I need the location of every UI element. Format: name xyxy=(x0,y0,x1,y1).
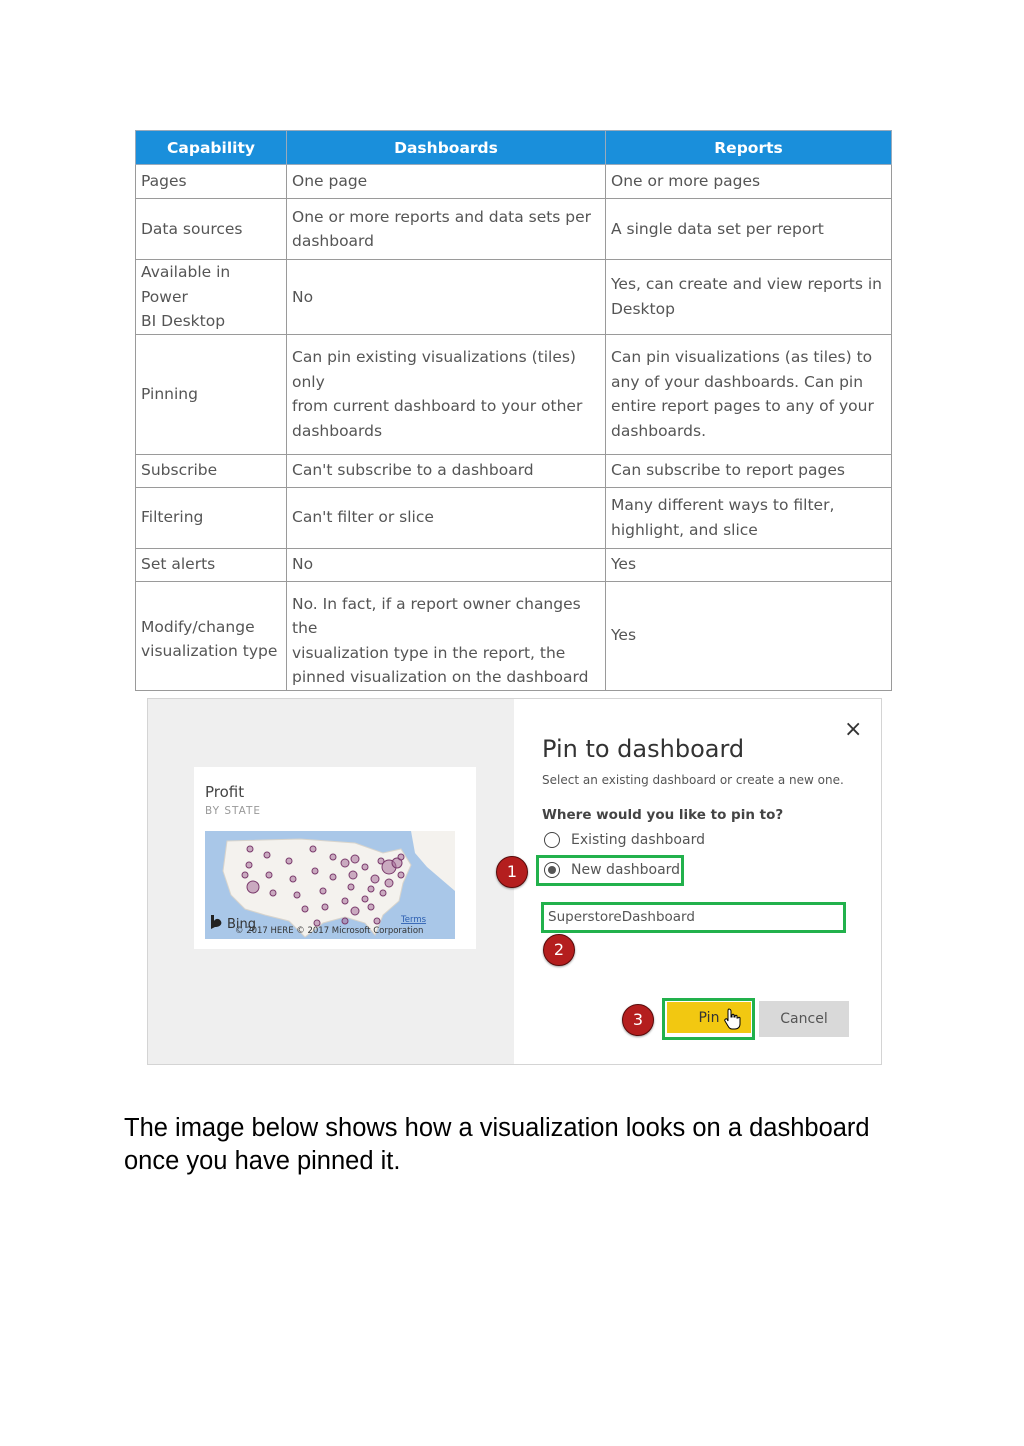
table-cell: No xyxy=(287,548,606,581)
table-cell: One or more reports and data sets per dashboard xyxy=(287,199,606,260)
table-cell: Available in Power BI Desktop xyxy=(136,260,287,335)
table-cell: Pages xyxy=(136,165,287,199)
map-visual xyxy=(205,831,455,939)
table-cell: Can pin visualizations (as tiles) to any of your dashboards. Can pin entire report pages to any of your dashboards. xyxy=(606,334,892,454)
close-icon[interactable]: × xyxy=(844,717,863,742)
table-cell: Data sources xyxy=(136,199,287,260)
table-cell: Can't filter or slice xyxy=(287,487,606,548)
header-reports: Reports xyxy=(606,131,892,165)
cancel-button[interactable]: Cancel xyxy=(759,1001,849,1037)
header-dashboards: Dashboards xyxy=(287,131,606,165)
pin-to-dashboard-dialog xyxy=(147,698,882,1065)
table-row xyxy=(136,165,892,199)
comparison-table xyxy=(135,130,892,691)
table-cell: Subscribe xyxy=(136,454,287,487)
table-row xyxy=(136,581,892,690)
table-row xyxy=(136,334,892,454)
bing-logo-icon xyxy=(211,915,221,929)
dialog-description: Select an existing dashboard or create a new one. xyxy=(542,773,844,787)
table-cell: Yes, can create and view reports in Desktop xyxy=(606,260,892,335)
table-row xyxy=(136,454,892,487)
table-cell: Yes xyxy=(606,548,892,581)
table-cell: Filtering xyxy=(136,487,287,548)
visual-tile xyxy=(194,767,476,949)
table-cell: Many different ways to filter, highlight, and slice xyxy=(606,487,892,548)
table-cell: Yes xyxy=(606,581,892,690)
header-capability: Capability xyxy=(136,131,287,165)
table-row xyxy=(136,548,892,581)
pin-button-label: Pin xyxy=(698,1009,720,1026)
highlight-new-dashboard xyxy=(536,855,684,886)
table-cell: Can subscribe to report pages xyxy=(606,454,892,487)
table-cell: Can't subscribe to a dashboard xyxy=(287,454,606,487)
table-header-row xyxy=(136,131,892,165)
table-cell: Set alerts xyxy=(136,548,287,581)
table-cell: One page xyxy=(287,165,606,199)
existing-dashboard-label: Existing dashboard xyxy=(571,832,705,848)
step-badge-1: 1 xyxy=(496,856,528,888)
existing-dashboard-radio[interactable] xyxy=(544,832,560,848)
table-cell: One or more pages xyxy=(606,165,892,199)
step-badge-2: 2 xyxy=(543,934,575,966)
dialog-title: Pin to dashboard xyxy=(542,735,745,763)
table-cell: No xyxy=(287,260,606,335)
visual-preview-panel xyxy=(148,699,514,1064)
tile-subtitle: BY STATE xyxy=(205,805,262,817)
table-row xyxy=(136,260,892,335)
map-terms-link[interactable]: Terms xyxy=(401,915,427,925)
table-cell: Pinning xyxy=(136,334,287,454)
table-cell: A single data set per report xyxy=(606,199,892,260)
table-cell: Modify/change visualization type xyxy=(136,581,287,690)
tile-title: Profit xyxy=(205,783,245,801)
comparison-table-image xyxy=(135,130,891,686)
new-dashboard-label: New dashboard xyxy=(571,862,681,878)
step-badge-3: 3 xyxy=(622,1004,654,1036)
map-copyright: © 2017 HERE © 2017 Microsoft Corporation xyxy=(235,926,424,936)
existing-dashboard-option[interactable] xyxy=(544,830,705,850)
pin-location-question: Where would you like to pin to? xyxy=(542,807,784,823)
highlight-name-input xyxy=(541,902,846,933)
highlight-pin-button xyxy=(662,998,755,1040)
table-cell: No. In fact, if a report owner changes the visualization type in the report, the pinned visualization on the dashboard xyxy=(287,581,606,690)
table-cell: Can pin existing visualizations (tiles) only from current dashboard to your other dashboards xyxy=(287,334,606,454)
pin-options-panel xyxy=(514,699,881,1064)
bing-logo-text: Bing xyxy=(227,917,257,932)
caption-paragraph: The image below shows how a visualization looks on a dashboard once you have pinned it. xyxy=(124,1114,870,1175)
table-row xyxy=(136,487,892,548)
table-row xyxy=(136,199,892,260)
us-map-graphic xyxy=(205,831,455,939)
